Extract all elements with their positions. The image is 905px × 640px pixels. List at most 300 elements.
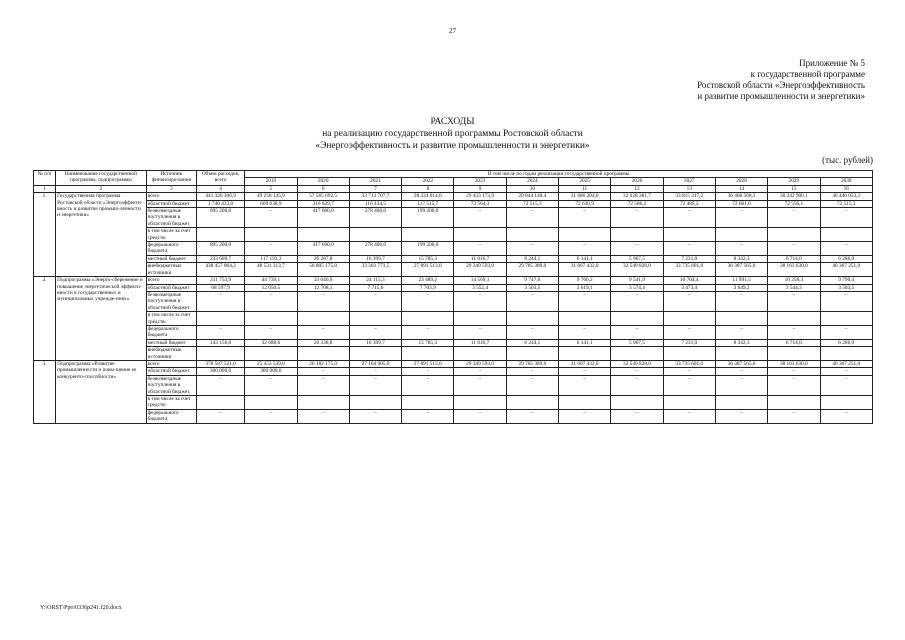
title-line: РАСХОДЫ: [430, 117, 475, 127]
year-value: [454, 312, 506, 326]
year-value: 27 891 513,0: [402, 360, 454, 367]
year-value: –: [245, 208, 297, 228]
year-value: 316 629,7: [297, 200, 349, 207]
funding-source: областной бюджет: [146, 368, 196, 375]
table-row: [34, 339, 873, 346]
year-value: 28 224 014,0: [402, 193, 454, 200]
year-value: 33 302 773,5: [349, 263, 401, 277]
year-value: 32 688,6: [245, 339, 297, 346]
year-value: [349, 396, 401, 410]
year-value: –: [454, 375, 506, 395]
year-value: 14 569,1: [454, 277, 506, 284]
year-value: –: [820, 409, 873, 423]
row-index: 2.: [34, 277, 56, 361]
header-year: 2020: [297, 178, 349, 185]
total-value: 895 200,0: [196, 242, 244, 256]
year-value: 116 434,5: [349, 200, 401, 207]
year-value: –: [663, 409, 715, 423]
year-value: –: [768, 208, 820, 228]
program-name: Подпрограмма «Энерго-сбережение и повышение энергетической эффекти-вности в государственных и муниципальных учрежде-ниях»: [56, 277, 147, 361]
year-value: 300 000,0: [245, 368, 297, 375]
year-value: –: [611, 242, 663, 256]
year-value: [715, 228, 767, 242]
column-number: 16: [820, 185, 873, 192]
year-value: –: [506, 208, 558, 228]
year-value: –: [715, 291, 767, 311]
total-value: –: [196, 409, 244, 423]
year-value: –: [611, 409, 663, 423]
year-value: [506, 228, 558, 242]
year-value: 36 468 568,3: [715, 193, 767, 200]
year-value: 72 556,1: [768, 200, 820, 207]
year-value: –: [245, 325, 297, 339]
table-row: [34, 255, 873, 262]
year-value: 24 115,3: [349, 277, 401, 284]
year-value: 27 891 513,0: [402, 263, 454, 277]
year-value: [245, 347, 297, 361]
header-year: 2023: [454, 178, 506, 185]
year-value: [506, 347, 558, 361]
year-value: [715, 312, 767, 326]
year-value: –: [820, 375, 873, 395]
year-value: [245, 228, 297, 242]
year-value: –: [768, 242, 820, 256]
year-value: –: [297, 291, 349, 311]
year-value: –: [663, 325, 715, 339]
year-value: 73 564,3: [454, 200, 506, 207]
year-value: [768, 312, 820, 326]
year-value: 6 286,9: [820, 339, 873, 346]
year-value: 26 287,8: [297, 255, 349, 262]
year-value: 117 193,3: [245, 255, 297, 262]
year-value: –: [506, 325, 558, 339]
year-value: –: [297, 325, 349, 339]
year-value: 8 342,3: [715, 255, 767, 262]
year-value: –: [559, 291, 611, 311]
year-value: –: [715, 409, 767, 423]
year-value: [611, 228, 663, 242]
year-value: 56 805 175,0: [297, 263, 349, 277]
table-row: [34, 325, 873, 339]
table-row: [34, 396, 873, 410]
year-value: 6 141,1: [559, 339, 611, 346]
program-name: Подпрограмма «Развитие промышленности и повы-шение ее конкуренто-способности»: [56, 360, 147, 423]
year-value: 72 586,2: [611, 200, 663, 207]
year-value: 7 703,9: [402, 284, 454, 291]
year-value: –: [349, 368, 401, 375]
year-value: 7 715,6: [349, 284, 401, 291]
year-value: 417 600,0: [297, 242, 349, 256]
year-value: 20 338,8: [297, 339, 349, 346]
year-value: 117 515,7: [402, 200, 454, 207]
funding-source: областной бюджет: [146, 200, 196, 207]
year-value: 12 708,1: [297, 284, 349, 291]
column-number: 13: [663, 185, 715, 192]
year-value: 29 765 389,0: [506, 263, 558, 277]
year-value: 33 815 317,2: [663, 193, 715, 200]
header-row: [34, 171, 873, 178]
funding-source: федерального бюджета: [146, 242, 196, 256]
year-value: –: [402, 409, 454, 423]
year-value: –: [559, 325, 611, 339]
year-value: –: [454, 368, 506, 375]
funding-source: всего: [146, 360, 196, 367]
year-value: –: [559, 208, 611, 228]
year-value: –: [402, 325, 454, 339]
year-value: 32 549 828,0: [611, 360, 663, 367]
year-value: 29 433 173,9: [454, 193, 506, 200]
year-value: 6 244,1: [506, 339, 558, 346]
year-value: –: [245, 291, 297, 311]
appendix-line: и развитие промышленности и энергетики»: [697, 91, 865, 101]
year-value: 27 104 905,0: [349, 360, 401, 367]
year-value: –: [715, 242, 767, 256]
year-value: –: [506, 291, 558, 311]
year-value: 48 531 313,7: [245, 263, 297, 277]
year-value: 33 735 601,0: [663, 263, 715, 277]
year-value: [559, 312, 611, 326]
year-value: [402, 347, 454, 361]
funding-source: в том числе за счет средств:: [146, 312, 196, 326]
year-value: –: [820, 242, 873, 256]
total-value: 438 457 064,2: [196, 263, 244, 277]
year-value: –: [715, 368, 767, 375]
header-year: 2029: [768, 178, 820, 185]
column-number: 11: [559, 185, 611, 192]
year-value: –: [245, 375, 297, 395]
year-value: –: [559, 375, 611, 395]
table-row: [34, 200, 873, 207]
year-value: 199 200,0: [402, 242, 454, 256]
year-value: –: [611, 375, 663, 395]
year-value: 11 016,7: [454, 339, 506, 346]
year-value: 6 141,1: [559, 255, 611, 262]
year-value: 3 473,4: [663, 284, 715, 291]
year-value: 16 399,7: [349, 339, 401, 346]
year-value: 3 649,2: [715, 284, 767, 291]
total-value: –: [196, 291, 244, 311]
table-row: [34, 284, 873, 291]
year-value: [506, 312, 558, 326]
year-value: 40 367 251,0: [820, 263, 873, 277]
year-value: 36 387 565,0: [715, 263, 767, 277]
year-value: [820, 228, 873, 242]
total-value: –: [196, 325, 244, 339]
table-row: [34, 242, 873, 256]
year-value: 9 541,9: [611, 277, 663, 284]
column-number: 2: [56, 185, 147, 192]
year-value: [715, 347, 767, 361]
funding-source: в том числе за счет средств:: [146, 228, 196, 242]
column-number: 3: [146, 185, 196, 192]
year-value: 38 163 630,0: [768, 263, 820, 277]
units-label: (тыс. рублей): [822, 155, 873, 165]
header-year: 2026: [611, 178, 663, 185]
year-value: 11 016,7: [454, 255, 506, 262]
column-number: 7: [349, 185, 401, 192]
header-year: 2030: [820, 178, 873, 185]
total-value: 68 597,9: [196, 284, 244, 291]
funding-source: всего: [146, 193, 196, 200]
header-year: 2022: [402, 178, 454, 185]
document-title: [0, 116, 905, 152]
year-value: –: [715, 208, 767, 228]
funding-source: местный бюджет: [146, 339, 196, 346]
year-value: 278 400,0: [349, 208, 401, 228]
year-value: [297, 396, 349, 410]
year-value: 40 367 251,0: [820, 360, 873, 367]
year-value: 10 704,4: [663, 277, 715, 284]
total-value: [196, 228, 244, 242]
year-value: –: [820, 325, 873, 339]
table-row: [34, 368, 873, 375]
total-value: 211 753,9: [196, 277, 244, 284]
year-value: –: [715, 375, 767, 395]
year-value: 7 231,0: [663, 339, 715, 346]
year-value: –: [768, 368, 820, 375]
year-value: 3 544,3: [768, 284, 820, 291]
year-value: 38 242 900,1: [768, 193, 820, 200]
table-row: [34, 409, 873, 423]
title-line: «Энергоэффективность и развитие промышленности и энергетики»: [315, 141, 590, 151]
table-row: [34, 263, 873, 277]
total-value: [196, 312, 244, 326]
column-number: 1: [34, 185, 56, 192]
year-value: [611, 396, 663, 410]
year-value: 29 765 389,0: [506, 360, 558, 367]
year-value: [245, 396, 297, 410]
year-value: –: [559, 242, 611, 256]
total-value: 300 000,0: [196, 368, 244, 375]
year-value: 8 342,3: [715, 339, 767, 346]
year-value: 16 399,7: [349, 255, 401, 262]
year-value: –: [454, 325, 506, 339]
year-value: [454, 347, 506, 361]
year-value: [454, 228, 506, 242]
year-value: –: [663, 368, 715, 375]
column-number: 14: [715, 185, 767, 192]
year-value: 49 258 145,9: [245, 193, 297, 200]
year-value: 278 400,0: [349, 242, 401, 256]
year-value: 29 349 593,0: [454, 360, 506, 367]
header-years-caption: В том числе по годам реализации государственной программы: [245, 171, 873, 178]
funding-source: федерального бюджета: [146, 409, 196, 423]
year-value: –: [820, 291, 873, 311]
year-value: –: [506, 368, 558, 375]
year-value: –: [402, 291, 454, 311]
header-year: 2027: [663, 178, 715, 185]
year-value: 15 785,3: [402, 339, 454, 346]
year-value: 3 503,5: [506, 284, 558, 291]
total-value: 233 609,7: [196, 255, 244, 262]
appendix-caption: [565, 58, 865, 102]
row-index: 3.: [34, 360, 56, 423]
column-number: 15: [768, 185, 820, 192]
year-value: –: [820, 208, 873, 228]
total-value: –: [196, 375, 244, 395]
year-value: 10 258,3: [768, 277, 820, 284]
year-value: –: [768, 291, 820, 311]
year-value: –: [611, 368, 663, 375]
year-value: 3 552,4: [454, 284, 506, 291]
year-value: –: [245, 242, 297, 256]
year-value: [663, 312, 715, 326]
year-value: [402, 312, 454, 326]
year-value: –: [454, 208, 506, 228]
funding-source: областной бюджет: [146, 284, 196, 291]
appendix-line: Ростовской области «Энергоэффективность: [697, 80, 865, 90]
year-value: –: [349, 375, 401, 395]
year-value: [611, 347, 663, 361]
total-value: 895 200,0: [196, 208, 244, 228]
year-value: –: [559, 368, 611, 375]
year-value: [297, 347, 349, 361]
year-value: [820, 312, 873, 326]
header-num: № п/п: [34, 171, 56, 186]
year-value: 40 446 053,2: [820, 193, 873, 200]
year-value: [663, 228, 715, 242]
total-value: 441 326 306,9: [196, 193, 244, 200]
year-value: 6 714,0: [768, 339, 820, 346]
year-value: [663, 347, 715, 361]
year-value: –: [245, 409, 297, 423]
column-number: 10: [506, 185, 558, 192]
column-number: 4: [196, 185, 244, 192]
year-value: 9 747,6: [506, 277, 558, 284]
year-value: –: [663, 291, 715, 311]
file-path: Y:\ORST\Ppo\0336p241.f20.docx: [40, 605, 122, 611]
year-value: [715, 396, 767, 410]
year-value: –: [349, 325, 401, 339]
year-value: –: [297, 409, 349, 423]
expenses-table: [33, 170, 873, 424]
funding-source: внебюджетные источники: [146, 263, 196, 277]
year-value: [297, 312, 349, 326]
header-year: 2024: [506, 178, 558, 185]
year-value: 44 739,1: [245, 277, 297, 284]
year-value: 36 387 565,0: [715, 360, 767, 367]
page-number: 27: [449, 27, 456, 35]
year-value: 6 286,9: [820, 255, 873, 262]
table-row: [34, 291, 873, 311]
year-value: 38 163 630,0: [768, 360, 820, 367]
title-line: на реализацию государственной программы Ростовской области: [322, 129, 583, 139]
year-value: 33 046,9: [297, 277, 349, 284]
year-value: 72 661,0: [715, 200, 767, 207]
table-row: [34, 375, 873, 395]
year-value: 25 453 539,0: [245, 360, 297, 367]
year-value: 11 991,5: [715, 277, 767, 284]
year-value: [454, 396, 506, 410]
year-value: [768, 228, 820, 242]
year-value: –: [559, 409, 611, 423]
column-number: 12: [611, 185, 663, 192]
year-value: 199 200,0: [402, 208, 454, 228]
year-value: –: [611, 291, 663, 311]
funding-source: местный бюджет: [146, 255, 196, 262]
table-row: [34, 360, 873, 367]
header-year: 2019: [245, 178, 297, 185]
year-value: [402, 396, 454, 410]
year-value: –: [454, 242, 506, 256]
year-value: –: [454, 409, 506, 423]
header-year: 2025: [559, 178, 611, 185]
funding-source: безвозмездные поступления в областной бюджет,: [146, 375, 196, 395]
year-value: [349, 228, 401, 242]
appendix-line: к государственной программе: [750, 69, 865, 79]
table-row: [34, 208, 873, 228]
year-value: –: [768, 375, 820, 395]
year-value: [768, 347, 820, 361]
year-value: 3 574,4: [611, 284, 663, 291]
year-value: 7 231,0: [663, 255, 715, 262]
column-number: 6: [297, 185, 349, 192]
year-value: –: [663, 208, 715, 228]
year-value: [245, 312, 297, 326]
row-index: 1.: [34, 193, 56, 277]
total-value: 1 740 433,0: [196, 200, 244, 207]
year-value: 6 244,1: [506, 255, 558, 262]
table-row: [34, 277, 873, 284]
year-value: –: [402, 375, 454, 395]
year-value: 72 515,3: [506, 200, 558, 207]
appendix-line: Приложение № 5: [799, 58, 865, 68]
header-source: Источник финансиро-вания: [146, 171, 196, 186]
year-value: –: [768, 409, 820, 423]
year-value: –: [454, 291, 506, 311]
year-value: [559, 396, 611, 410]
year-value: 417 600,0: [297, 208, 349, 228]
year-value: [506, 396, 558, 410]
year-value: –: [820, 368, 873, 375]
year-value: –: [663, 375, 715, 395]
year-value: 6 714,0: [768, 255, 820, 262]
year-value: 9 790,4: [820, 277, 873, 284]
year-value: [349, 312, 401, 326]
header-volume: Объем расходов, всего: [196, 171, 244, 186]
total-value: 378 587 521,0: [196, 360, 244, 367]
year-value: 29 349 593,0: [454, 263, 506, 277]
year-value: –: [506, 409, 558, 423]
year-value: –: [349, 291, 401, 311]
program-name: Государственная программа Ростовской области «Энергоэффекти-вность и развитие промыш-ленности и энергетики»: [56, 193, 147, 277]
year-value: [611, 312, 663, 326]
year-value: –: [768, 325, 820, 339]
year-value: 31 607 432,0: [559, 360, 611, 367]
column-number: 8: [402, 185, 454, 192]
year-value: 5 967,5: [611, 255, 663, 262]
total-value: 143 156,0: [196, 339, 244, 346]
year-value: 31 686 204,0: [559, 193, 611, 200]
year-value: 12 050,5: [245, 284, 297, 291]
year-value: 23 489,2: [402, 277, 454, 284]
year-value: 609 638,9: [245, 200, 297, 207]
year-value: [559, 347, 611, 361]
header-name: Наименование государственной программы, подпрограммы: [56, 171, 147, 186]
header-year: 2028: [715, 178, 767, 185]
year-value: 3 503,5: [820, 284, 873, 291]
year-value: 29 844 148,4: [506, 193, 558, 200]
year-value: –: [297, 368, 349, 375]
year-value: 32 549 828,0: [611, 263, 663, 277]
year-value: –: [506, 375, 558, 395]
header-year: 2021: [349, 178, 401, 185]
year-value: [663, 396, 715, 410]
year-value: 72 485,2: [663, 200, 715, 207]
year-value: 31 607 432,0: [559, 263, 611, 277]
year-value: 57 565 692,5: [297, 193, 349, 200]
year-value: 3 619,1: [559, 284, 611, 291]
